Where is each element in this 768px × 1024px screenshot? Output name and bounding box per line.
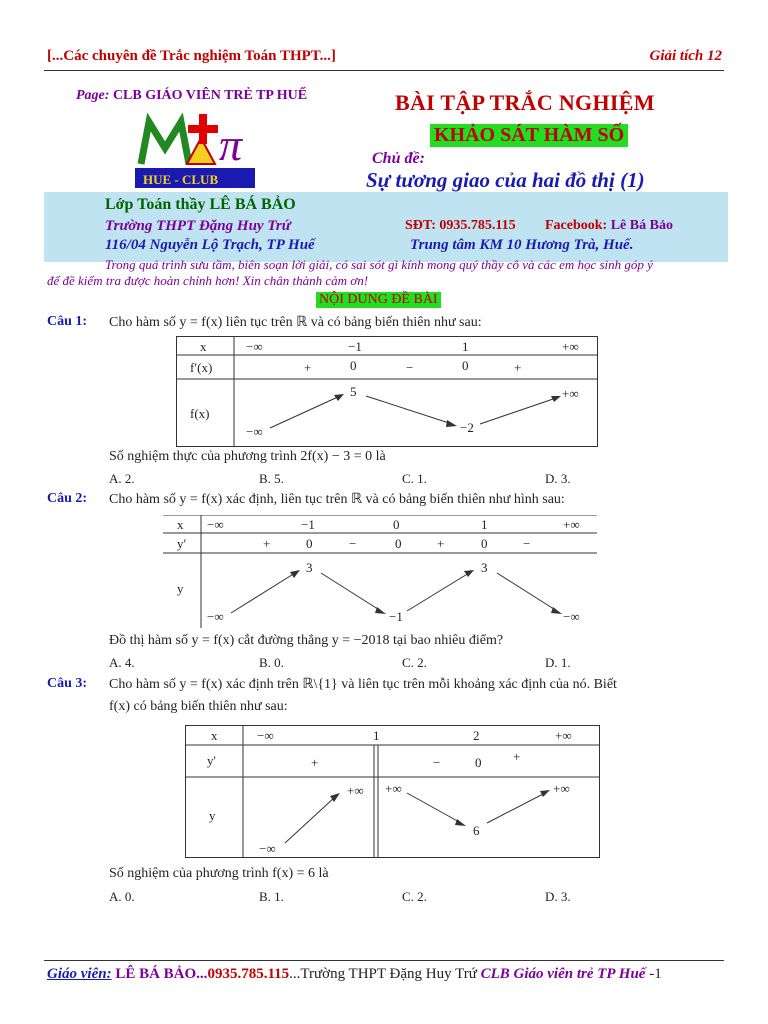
footer [47,966,662,983]
q1-row-label-x: x [200,339,207,354]
q3-sign: 0 [475,755,482,770]
footer-school: ...Trường THPT Đặng Huy Trứ [289,966,477,982]
phone-number: SĐT: 0935.785.115 [405,218,516,233]
page-title: BÀI TẬP TRẮC NGHIỆM [395,90,655,115]
teacher-name: Lớp Toán thầy LÊ BÁ BẢO [105,196,296,213]
question-2-ask: Đồ thị hàm số y = f(x) cắt đường thẳng y = −2018 tại bao nhiêu điểm? [109,633,504,648]
q2-x-value: 1 [481,517,488,532]
question-2-variation-table [163,515,597,628]
facebook-name: Lê Bá Bảo [610,218,673,233]
footer-teacher: LÊ BÁ BẢO... [115,966,208,982]
q2-sign: 0 [306,536,313,551]
question-1-stem: Cho hàm số y = f(x) liên tục trên ℝ và có bảng biến thiên như sau: [109,315,482,330]
q2-value: −∞ [207,609,224,624]
q3-value: +∞ [553,781,570,796]
q1-x-value: −∞ [246,339,263,354]
q2-value: −1 [389,609,403,624]
question-3-option-c: C. 2. [402,889,427,904]
question-3-variation-table [185,725,600,858]
q3-sign: + [513,749,521,764]
question-2-option-c: C. 2. [402,655,427,670]
question-2-stem: Cho hàm số y = f(x) xác định, liên tục trên ℝ và có bảng biến thiên như hình sau: [109,492,565,507]
question-3-option-a: A. 0. [109,889,135,904]
q1-value: −∞ [246,424,263,439]
school-name: Trường THPT Đặng Huy Trứ [105,218,291,234]
question-3-stem-line-2: f(x) có bảng biến thiên như sau: [109,699,288,714]
question-3-stem: Cho hàm số y = f(x) xác định trên ℝ\{1} và liên tục trên mỗi khoảng xác định của nó. Biết [109,677,617,692]
q1-x-value: −1 [348,339,362,354]
question-1-option-b: B. 5. [259,471,284,486]
q3-sign: − [433,755,441,770]
q1-sign: 0 [350,358,357,373]
club-logo [135,108,255,190]
q2-row-label-yprime: y′ [177,536,187,551]
q1-x-value: 1 [462,339,469,354]
question-1-option-c: C. 1. [402,471,427,486]
q2-sign: + [437,536,445,551]
logo-text: HUE - CLUB [143,172,219,187]
q1-sign: + [514,360,522,375]
q2-sign: 0 [481,536,488,551]
question-2-option-a: A. 4. [109,655,135,670]
question-2-option-d: D. 1. [545,655,571,670]
q1-value: +∞ [562,386,579,401]
footer-phone: 0935.785.115 [207,966,290,982]
page-label-prefix: Page: [76,88,110,103]
q1-x-value: +∞ [562,339,579,354]
question-1-variation-table [176,336,598,447]
q2-sign: − [349,536,357,551]
question-3-option-b: B. 1. [259,889,284,904]
q1-row-label-f: f(x) [190,406,210,421]
question-3-ask: Số nghiệm của phương trình f(x) = 6 là [109,866,329,881]
q3-x-value: 2 [473,728,480,743]
footer-divider [44,960,724,961]
page-label [76,88,307,104]
q2-x-value: +∞ [563,517,580,532]
q3-row-label-y: y [209,808,216,823]
q2-sign: − [523,536,531,551]
header-divider [44,70,724,71]
question-1-ask: Số nghiệm thực của phương trình 2f(x) − 3 = 0 là [109,449,386,464]
svg-text:π: π [219,119,243,170]
question-3-option-d: D. 3. [545,889,571,904]
q3-sign: + [311,755,319,770]
question-3-label: Câu 3: [47,676,88,691]
q3-row-label-yprime: y' [207,753,216,768]
q3-value: 6 [473,823,480,838]
q1-value: −2 [460,420,474,435]
page-subtitle: KHẢO SÁT HÀM SỐ [430,124,628,147]
q3-x-value: 1 [373,728,380,743]
q3-x-value: +∞ [555,728,572,743]
topic-title: Sự tương giao của hai đồ thị (1) [366,168,645,192]
q2-x-value: −1 [301,517,315,532]
q2-x-value: −∞ [207,517,224,532]
question-2-label: Câu 2: [47,491,88,506]
footer-club: CLB Giáo viên trẻ TP Huế [480,966,646,982]
q2-sign: 0 [395,536,402,551]
q2-row-label-y: y [177,581,184,596]
q1-sign: + [304,360,312,375]
footer-label: Giáo viên: [47,966,112,982]
question-1-option-a: A. 2. [109,471,135,486]
q2-value: 3 [306,560,313,575]
address: 116/04 Nguyễn Lộ Trạch, TP Huế [105,237,315,253]
topic-label: Chủ đề: [372,150,425,167]
question-1-label: Câu 1: [47,314,88,329]
page-number: -1 [649,966,662,982]
q1-sign: − [406,360,414,375]
q3-row-label-x: x [211,728,218,743]
q1-value: 5 [350,384,357,399]
q3-value: +∞ [385,781,402,796]
q3-value: +∞ [347,783,364,798]
page-name: CLB GIÁO VIÊN TRẺ TP HUẾ [112,88,308,103]
q1-sign: 0 [462,358,469,373]
q1-row-label-fprime: f′(x) [190,360,213,375]
question-1-option-d: D. 3. [545,471,571,486]
q2-value: 3 [481,560,488,575]
learning-center: Trung tâm KM 10 Hương Trà, Huế. [410,237,634,253]
q2-row-label-x: x [177,517,184,532]
q2-sign: + [263,536,271,551]
q3-x-value: −∞ [257,728,274,743]
header-series: [...Các chuyên đề Trắc nghiệm Toán THPT...] [47,48,336,64]
question-2-option-b: B. 0. [259,655,284,670]
q2-value: −∞ [563,609,580,624]
note-line-2: để đề kiểm tra được hoàn chỉnh hơn! Xin chân thành cảm ơn! [47,273,369,288]
facebook-label: Facebook: [545,218,608,233]
section-title: NỘI DUNG ĐỀ BÀI [316,292,441,308]
facebook-info [545,218,673,234]
header-subject: Giải tích 12 [649,48,722,64]
q3-value: −∞ [259,841,276,856]
note-line-1: Trong quá trình sưu tầm, biên soạn lời giải, có sai sót gì kính mong quý thầy cô và các em học sinh góp ý [105,257,653,272]
q2-x-value: 0 [393,517,400,532]
